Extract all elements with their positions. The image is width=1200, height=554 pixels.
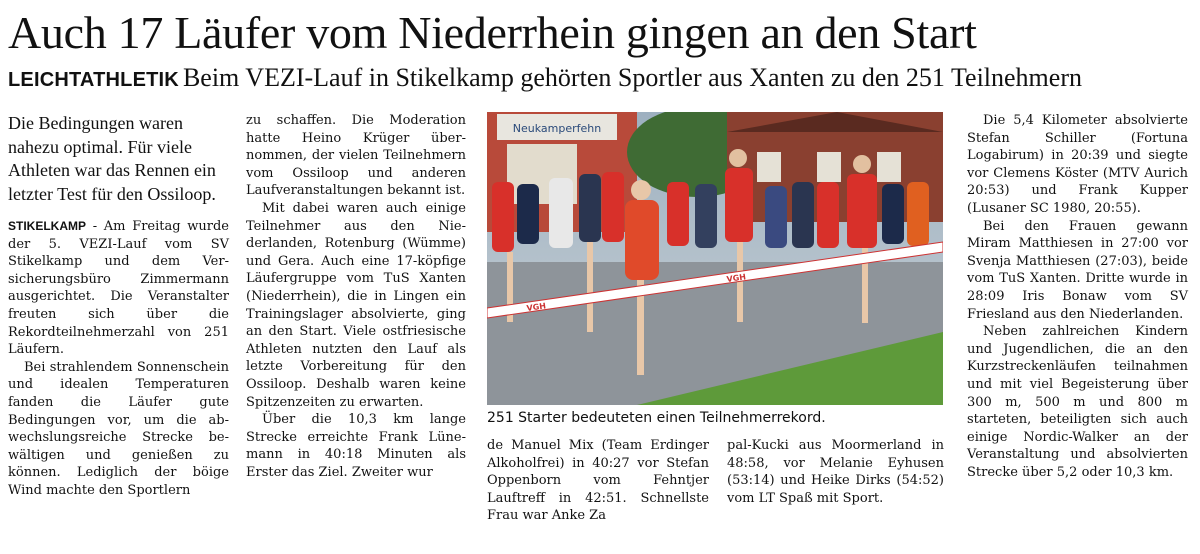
paragraph-short-course: Die 5,4 Kilometer absolvierte Stefan Schiller (Fortuna Logabirum) in 20:39 und siegte vor Clemens Köster (MTV Aurich 20:53) und Frank Kupper (Lusaner SC 1980, 20:55). [967, 113, 1188, 216]
paragraph-results-continued: de Manuel Mix (Team Erdinger Alkoholfrei) in 40:27 vor Stefan Oppenborn vom Fehntjer Lauftreff in 42:51. Schnellste Frau war Anke Za [487, 438, 709, 524]
dateline: STIKELKAMP [8, 219, 86, 233]
column-1 [8, 112, 229, 500]
photo-caption: 251 Starter bedeuteten einen Teilnehmerrekord. [487, 410, 826, 426]
paragraph-opening-text: - Am Freitag wurde der 5. VEZI-Lauf vom SV Stikelkamp und dem Versicherungsbüro Zimmermann ausgerichtet. Die Veranstalter freuten sich über die Rekordteilnehmerzahl von 251 Läufern. [8, 219, 229, 358]
column-2 [246, 112, 466, 481]
article-intro: Die Bedingungen waren nahezu optimal. Für viele Athleten war das Rennen ein letzter Test für den Ossiloop. [8, 113, 216, 204]
paragraph-results-women: pal-Kucki aus Moormerland in 48:58, vor Melanie Eyhusen (53:14) und Heike Dirks (54:52) vom LT Spaß mit Sport. [727, 438, 944, 506]
paragraph-moderation: zu schaffen. Die Moderation hatte Heino Krüger übernommen, der vielen Teilnehmern vom Ossiloop und anderen Laufveranstaltungen bekannt ist. [246, 113, 466, 199]
article-subline [8, 62, 1192, 97]
column-3-bottom [487, 437, 709, 525]
article-deck: Beim VEZI-Lauf in Stikelkamp gehörten Sportler aus Xanten zu den 251 Teilnehmern [182, 63, 1082, 92]
paragraph-conditions: Bei strahlendem Sonnenschein und idealen Temperaturen fanden die Läufer gute Bedingungen vor, um die abwechslungsreiche Strecke bewältigen und genießen zu können. Lediglich der böige Wind machte den Sportlern [8, 359, 229, 498]
paragraph-opening [8, 218, 229, 359]
section-kicker: LEICHTATHLETIK [8, 69, 179, 91]
banner-text-2: VGH [726, 272, 747, 284]
paragraph-participants: Mit dabei waren auch einige Teilnehmer aus den Niederlanden, Rotenburg (Wümme) und Gera. Auch eine 17-köpfige Läufergruppe vom TuS Xanten (Niederrhein), die in Lingen ein Trainingslager absolvierte, ging an den Start. Viele ostfriesische Athleten nutzten den Lauf als letzte Vorbereitung für den Ossiloop. Deshalb waren keine Spitzenzeiten zu erwarten. [246, 200, 466, 410]
paragraph-results-men: Über die 10,3 km lange Strecke erreichte Frank Lünemann in 40:18 Minuten als Erster das Ziel. Zweiter wur [246, 412, 466, 480]
banner-text: VGH [526, 301, 547, 313]
column-5 [967, 112, 1188, 481]
race-start-photo [487, 112, 943, 405]
column-4-bottom [727, 437, 944, 507]
photo-illustration [487, 112, 943, 405]
article-headline: Auch 17 Läufer vom Niederrhein gingen an den Start [8, 7, 977, 58]
paragraph-women-short: Bei den Frauen gewann Miram Matthiesen in 27:00 vor Svenja Matthiesen (27:03), beide vom TuS Xanten. Dritte wurde in 28:09 Iris Bonaw vom SV Friesland aus den Niederlanden. [967, 218, 1188, 322]
street-sign-text: Neukamperfehn [512, 122, 602, 135]
paragraph-youth: Neben zahlreichen Kindern und Jugendlichen, die an den Kurzstreckenläufen teilnahmen und mit viel Begeisterung über 300 m, 500 m und 800 m starteten, beteiligten sich auch einige Nordic-Walker an der Veranstaltung und absolvierten Strecke über 5,2 oder 10,3 km. [967, 324, 1188, 480]
